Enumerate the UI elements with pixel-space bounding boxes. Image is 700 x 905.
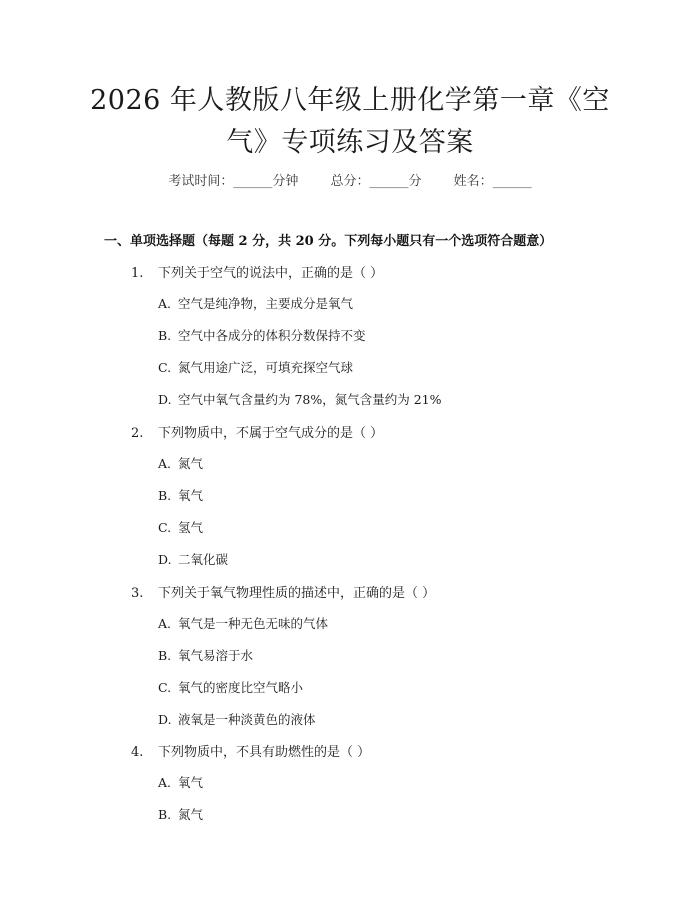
question-number: 1. <box>131 266 144 281</box>
exam-time: 考试时间：______分钟 <box>168 174 299 189</box>
q3-option-c <box>158 678 303 696</box>
q2-option-b <box>158 486 203 504</box>
option-text: 空气中各成分的体积分数保持不变 <box>178 328 366 343</box>
option-letter: B. <box>158 807 172 822</box>
option-letter: A. <box>158 456 172 471</box>
question-3 <box>131 582 435 601</box>
q1-option-d <box>158 390 442 408</box>
option-text: 二氧化碳 <box>178 552 229 567</box>
q1-option-b <box>158 326 366 344</box>
question-stem: 下列关于氧气物理性质的描述中，正确的是（ ） <box>158 586 436 601</box>
option-text: 氧气是一种无色无味的气体 <box>178 616 329 631</box>
option-text: 液氧是一种淡黄色的液体 <box>178 712 316 727</box>
exam-info <box>0 170 700 189</box>
q2-option-a <box>158 454 203 472</box>
question-2 <box>131 422 383 441</box>
question-1 <box>131 262 383 281</box>
q2-option-c <box>158 518 203 536</box>
option-text: 氧气 <box>178 775 204 790</box>
title-line-2: 气》专项练习及答案 <box>226 127 474 158</box>
section-heading: 一、单项选择题（每题 2 分，共 20 分。下列每小题只有一个选项符合题意） <box>104 234 553 249</box>
option-text: 氮气 <box>178 456 204 471</box>
q3-option-a <box>158 614 328 632</box>
option-text: 氧气的密度比空气略小 <box>178 680 304 695</box>
q2-option-d <box>158 550 228 568</box>
question-stem: 下列物质中，不属于空气成分的是（ ） <box>158 426 384 441</box>
option-text: 氮气 <box>178 807 204 822</box>
question-number: 4. <box>131 745 144 760</box>
question-4 <box>131 741 370 760</box>
option-letter: A. <box>158 616 172 631</box>
option-letter: A. <box>158 296 172 311</box>
q3-option-b <box>158 646 253 664</box>
option-letter: B. <box>158 488 172 503</box>
question-stem: 下列关于空气的说法中，正确的是（ ） <box>158 266 384 281</box>
question-number: 2. <box>131 426 144 441</box>
option-letter: D. <box>158 552 172 567</box>
option-letter: B. <box>158 328 172 343</box>
option-letter: C. <box>158 360 172 375</box>
q1-option-c <box>158 358 353 376</box>
option-text: 氧气 <box>178 488 204 503</box>
q1-option-a <box>158 294 353 312</box>
option-text: 氢气 <box>178 520 204 535</box>
q4-option-b <box>158 805 203 823</box>
option-text: 空气中氧气含量约为 78%，氮气含量约为 21% <box>178 392 442 407</box>
student-name: 姓名：______ <box>453 174 532 189</box>
option-text: 氧气易溶于水 <box>178 648 254 663</box>
question-stem: 下列物质中，不具有助燃性的是（ ） <box>158 745 371 760</box>
option-letter: D. <box>158 392 172 407</box>
option-letter: C. <box>158 520 172 535</box>
option-letter: C. <box>158 680 172 695</box>
q3-option-d <box>158 710 316 728</box>
option-letter: D. <box>158 712 172 727</box>
option-text: 空气是纯净物，主要成分是氧气 <box>178 296 354 311</box>
option-letter: B. <box>158 648 172 663</box>
question-number: 3. <box>131 586 144 601</box>
total-score: 总分：______分 <box>330 174 422 189</box>
title-line-1: 2026 年人教版八年级上册化学第一章《空 <box>90 85 610 116</box>
q4-option-a <box>158 773 203 791</box>
option-text: 氮气用途广泛，可填充探空气球 <box>178 360 354 375</box>
option-letter: A. <box>158 775 172 790</box>
document-title <box>40 80 660 164</box>
